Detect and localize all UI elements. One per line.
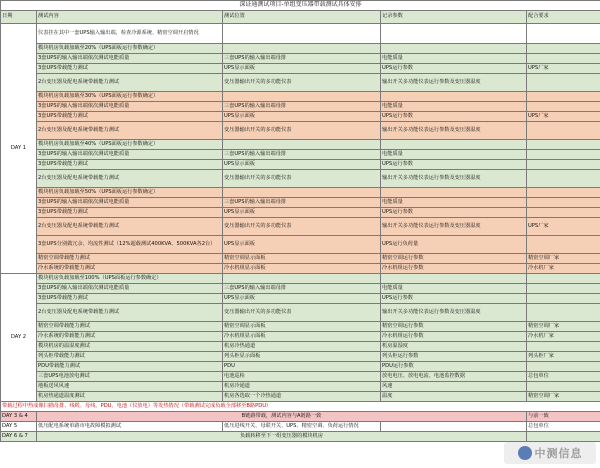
cooperation-requirement xyxy=(527,304,600,322)
test-location: UPS显示面板 xyxy=(223,112,381,122)
tail-requirement: 总包单位 xyxy=(527,422,600,432)
cooperation-requirement: 精密空调厂家 xyxy=(527,392,600,402)
test-location xyxy=(223,92,381,102)
day1-intro-text: 仪表挂在其中一套UPS输入输出端，检查冷源系统、精密空调开启情况 xyxy=(37,24,223,44)
test-content: 2台变压器及配电系统带载能力测试 xyxy=(37,304,223,322)
day1-row xyxy=(1,150,600,160)
cooperation-requirement xyxy=(527,294,600,304)
record-params xyxy=(381,140,527,150)
test-location: 三套UPS的输入输出端母排 xyxy=(223,284,381,294)
day2-row xyxy=(1,294,600,304)
day2-row xyxy=(1,392,600,402)
day67-row xyxy=(1,432,600,442)
day1-row xyxy=(1,102,600,112)
test-content: 3套UPS的输入输出端依次测试电能质量 xyxy=(37,102,223,112)
day1-row xyxy=(1,236,600,254)
test-location: UPS显示面板 xyxy=(223,160,381,170)
day1-row xyxy=(1,92,600,102)
cooperation-requirement: 冷水机厂家 xyxy=(527,332,600,342)
test-content: 精密空调带载能力测试 xyxy=(37,322,223,332)
header-location: 测试位置 xyxy=(223,11,381,24)
cooperation-requirement xyxy=(527,382,600,392)
day1-row xyxy=(1,160,600,170)
record-params: UPS运行参数 xyxy=(381,112,527,122)
header-row xyxy=(1,11,600,24)
test-content: 列头柜带载能力测试 xyxy=(37,352,223,362)
tail-content: 低压配电系统单路市电故障模拟测试 xyxy=(37,422,223,432)
header-requirements: 配合要求 xyxy=(527,11,600,24)
day1-row xyxy=(1,112,600,122)
day1-label: DAY 1 xyxy=(1,24,37,274)
test-content: 3套UPS的输入输出端依次测试电能质量 xyxy=(37,284,223,294)
day2-row xyxy=(1,362,600,372)
day1-row xyxy=(1,264,600,274)
cooperation-requirement xyxy=(527,198,600,208)
cooperation-requirement xyxy=(527,274,600,284)
day1-row xyxy=(1,122,600,140)
cooperation-requirement xyxy=(527,122,600,140)
record-params: 列头柜运行参数 xyxy=(381,352,527,362)
watermark xyxy=(504,442,596,464)
day2-row xyxy=(1,372,600,382)
record-params: 冷水机组运行参数 xyxy=(381,332,527,342)
test-content: 2台变压器及配电系统带载能力测试 xyxy=(37,122,223,140)
test-content: 模块机房负载加载至30%（UPS面板运行参数确定） xyxy=(37,92,223,102)
test-location: 变压器输出开关的多功能仪表 xyxy=(223,218,381,236)
test-location: 变压器输出开关的多功能仪表 xyxy=(223,74,381,92)
cooperation-requirement xyxy=(527,236,600,254)
test-location: PDU xyxy=(223,362,381,372)
test-location: 机房冷通道 xyxy=(223,382,381,392)
day1-row xyxy=(1,64,600,74)
test-content: 冷水系统的带载能力测试 xyxy=(37,332,223,342)
test-location xyxy=(223,140,381,150)
cooperation-requirement: UPS厂家 xyxy=(527,112,600,122)
day2-row xyxy=(1,274,600,284)
cooperation-requirement: 精密空调厂家 xyxy=(527,322,600,332)
record-params: 电能质量 xyxy=(381,150,527,160)
tail-location: 低压进线开关、母联开关、UPS、精密空调、负荷运行情况 xyxy=(223,422,381,432)
cooperation-requirement: 冷水机厂家 xyxy=(527,264,600,274)
record-params: 输出开关多功能仪表运行参数及变压器温度 xyxy=(381,74,527,92)
test-location xyxy=(223,44,381,54)
watermark-text: 中测信息 xyxy=(534,447,583,460)
day2-row xyxy=(1,284,600,294)
record-params: 电能质量 xyxy=(381,198,527,208)
test-content: 3套UPS带载能力测试 xyxy=(37,160,223,170)
record-params: 电能质量 xyxy=(381,284,527,294)
record-params xyxy=(381,274,527,284)
test-location: 冷水机组显示面板 xyxy=(223,332,381,342)
record-params: 风速 xyxy=(381,382,527,392)
test-location: 精密空调显示面板 xyxy=(223,322,381,332)
day1-row xyxy=(1,254,600,264)
record-params: 输出开关多功能仪表运行参数及变压器温度 xyxy=(381,170,527,188)
day2-label: DAY 2 xyxy=(1,274,37,402)
tail-date: DAY 5 xyxy=(1,422,37,432)
tail-date: DAY 6 & 7 xyxy=(1,432,37,442)
header-content: 测试内容 xyxy=(37,11,223,24)
note-row xyxy=(1,402,600,412)
cooperation-requirement xyxy=(527,188,600,198)
test-content: 模块机房负载加载至100%（UPS面板运行参数确定） xyxy=(37,274,223,284)
test-location xyxy=(223,274,381,284)
cooperation-requirement xyxy=(527,150,600,160)
test-location: 精密空调显示面板 xyxy=(223,254,381,264)
day5-row xyxy=(1,422,600,432)
record-params xyxy=(381,44,527,54)
tail-requirement: 与前一致 xyxy=(527,412,600,422)
test-content: 3套UPS带载能力测试 xyxy=(37,112,223,122)
day1-row xyxy=(1,140,600,150)
record-params: 冷水机组运行参数 xyxy=(381,264,527,274)
day1-row xyxy=(1,218,600,236)
day2-row xyxy=(1,304,600,322)
cooperation-requirement xyxy=(527,208,600,218)
cooperation-requirement xyxy=(527,342,600,352)
record-params xyxy=(381,92,527,102)
test-content: 模块机房负载加载至40%（UPS面板运行参数确定） xyxy=(37,140,223,150)
cooperation-requirement xyxy=(527,74,600,92)
test-content: 2台变压器及配电系统带载能力测试 xyxy=(37,74,223,92)
tail-requirement xyxy=(527,432,600,442)
record-params: UPS运行负荷量 xyxy=(381,236,527,254)
record-params: UPS运行参数 xyxy=(381,208,527,218)
test-location: 变压器输出开关的多功能仪表 xyxy=(223,170,381,188)
test-content: 3套UPS的输入输出端依次测试电能质量 xyxy=(37,198,223,208)
tail-content: B链路带载，测试内容与A链路一致 xyxy=(37,412,527,422)
test-location: 三套UPS的输入输出端母排 xyxy=(223,150,381,160)
header-date: 日期 xyxy=(1,11,37,24)
record-params: 输出开关多功能仪表运行参数及变压器温度 xyxy=(381,122,527,140)
test-content: 冷水系统的带载能力测试 xyxy=(37,264,223,274)
sheet-title: 深证通测试项目-单组变压器带载测试具体安排 xyxy=(1,1,600,11)
test-content: 地板送风风速 xyxy=(37,382,223,392)
test-content: 三套UPS电池放电测试 xyxy=(37,372,223,382)
cooperation-requirement xyxy=(527,170,600,188)
cooperation-requirement xyxy=(527,362,600,372)
cloud-logo-icon xyxy=(518,446,532,460)
day1-row xyxy=(1,54,600,64)
test-location: 变压器输出开关的多功能仪表 xyxy=(223,122,381,140)
test-content: 2台变压器及配电系统带载能力测试 xyxy=(37,218,223,236)
test-location: UPS显示面板 xyxy=(223,236,381,254)
test-content: 机房热通道温度测试 xyxy=(37,392,223,402)
tail-content: 负载转移至下一组变压器的模块机房 xyxy=(37,432,527,442)
test-location: 三套UPS的输入输出端母排 xyxy=(223,54,381,64)
cooperation-requirement xyxy=(527,92,600,102)
cooperation-requirement xyxy=(527,44,600,54)
record-params xyxy=(381,188,527,198)
test-content: 模块机房负载加载至20%（UPS面板运行参数确定） xyxy=(37,44,223,54)
day2-row xyxy=(1,322,600,332)
day1-row xyxy=(1,188,600,198)
record-params: PDU运行参数 xyxy=(381,362,527,372)
day2-row xyxy=(1,332,600,342)
test-content: 3套UPS分别做冗余、均流性测试（12%超载测试400KVA、500KVA各2台） xyxy=(37,236,223,254)
record-params: 电能质量 xyxy=(381,54,527,64)
test-content: 模块机房负载加载至50%（UPS面板运行参数确定） xyxy=(37,188,223,198)
test-content: PDU带载能力测试 xyxy=(37,362,223,372)
day2-row xyxy=(1,382,600,392)
day1-intro-row xyxy=(1,24,600,44)
cooperation-requirement xyxy=(527,160,600,170)
cooperation-requirement: 总包单位 xyxy=(527,372,600,382)
day2-row xyxy=(1,342,600,352)
test-location: 冷水机组显示面板 xyxy=(223,264,381,274)
cooperation-requirement xyxy=(527,284,600,294)
test-content: 2台变压器及配电系统带载能力测试 xyxy=(37,170,223,188)
record-params: UPS运行参数 xyxy=(381,64,527,74)
tail-params xyxy=(381,422,527,432)
header-params: 记录参数 xyxy=(381,11,527,24)
day2-row xyxy=(1,352,600,362)
test-location: 机房各选取一个冷热通道 xyxy=(223,392,381,402)
test-content: 3套UPS带载能力测试 xyxy=(37,294,223,304)
record-params: 电能质量 xyxy=(381,102,527,112)
cooperation-requirement: 精密空调厂家 xyxy=(527,254,600,264)
test-location xyxy=(223,188,381,198)
test-location: 列头柜显示面板 xyxy=(223,352,381,362)
record-params: 输出开关多功能仪表运行参数及变压器温度 xyxy=(381,218,527,236)
cooperation-requirement xyxy=(527,140,600,150)
record-params: UPS运行参数 xyxy=(381,294,527,304)
test-content: 精密空调带载能力测试 xyxy=(37,254,223,264)
day34-row xyxy=(1,412,600,422)
record-params: 温度 xyxy=(381,392,527,402)
day1-row xyxy=(1,44,600,54)
record-params: UPS运行参数 xyxy=(381,160,527,170)
record-params: 机房温湿度 xyxy=(381,342,527,352)
test-content: 模块机房的温湿度测试 xyxy=(37,342,223,352)
thermal-scan-note: 带载过程中热成像扫描母排、线缆、母线、PDU、电池（仪放电）等发热情况（带载测试完成负载全部移至B路PDU） xyxy=(1,402,600,412)
cooperation-requirement: UPS厂家 xyxy=(527,218,600,236)
test-content: 3套UPS带载能力测试 xyxy=(37,64,223,74)
test-content: 3套UPS的输入输出端依次测试电能质量 xyxy=(37,150,223,160)
day1-row xyxy=(1,198,600,208)
test-location: 三套UPS的输入输出端母排 xyxy=(223,102,381,112)
cooperation-requirement: 列头柜厂家 xyxy=(527,352,600,362)
tail-date: DAY 3 & 4 xyxy=(1,412,37,422)
day1-row xyxy=(1,170,600,188)
test-location: UPS显示面板 xyxy=(223,64,381,74)
day1-row xyxy=(1,74,600,92)
test-location: 机房冷热通道 xyxy=(223,342,381,352)
test-location: UPS显示面板 xyxy=(223,208,381,218)
cooperation-requirement xyxy=(527,102,600,112)
record-params: 放电电压、放电电流、电池监控数据 xyxy=(381,372,527,382)
test-content: 3套UPS的输入输出端依次测试电能质量 xyxy=(37,54,223,64)
test-location: 变压器输出开关的多功能仪表 xyxy=(223,304,381,322)
test-content: 3套UPS带载能力测试 xyxy=(37,208,223,218)
record-params: 精密空调运行参数 xyxy=(381,254,527,264)
test-location: 三套UPS的输入输出端母排 xyxy=(223,198,381,208)
test-location: UPS显示面板 xyxy=(223,294,381,304)
record-params: 精密空调运行参数 xyxy=(381,322,527,332)
test-location: 电池巡检 xyxy=(223,372,381,382)
cooperation-requirement xyxy=(527,54,600,64)
record-params: 输出开关多功能仪表运行参数及变压器温度 xyxy=(381,304,527,322)
cooperation-requirement: UPS厂家 xyxy=(527,64,600,74)
day1-row xyxy=(1,208,600,218)
